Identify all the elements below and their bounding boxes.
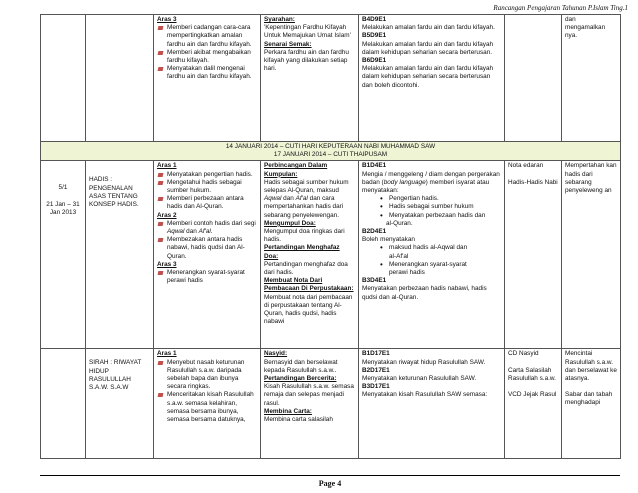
activity-text: Pertandingan menghafaz doa dari hadis. [264, 260, 348, 277]
evidence-code: B3D17E1 [362, 383, 390, 391]
value-text: Sabar dan tabah menghadapi [565, 391, 613, 407]
holiday-text: 17 JANUARI 2014 – CUTI THAIPUSAM [273, 151, 388, 159]
list-item: • Menyatakan perbezaan hadis dan [380, 212, 501, 220]
activity-heading: Perbincangan Dalam Kumpulan: [264, 162, 328, 178]
activity-text-part: Af'al [295, 195, 308, 203]
evidence-text: Menyatakan keturunan Rasulullah SAW. [362, 375, 477, 383]
activity-heading: Pertandingan Menghafaz Doa: [264, 244, 340, 260]
evidence-cell [359, 349, 505, 459]
activity-cell [261, 161, 359, 349]
activity-heading: Syarahan: [264, 16, 295, 23]
level-heading: Aras 1 [157, 162, 177, 170]
evidence-text: Menyatakan perbezaan hadis nabawi, hadis qudsi dan al-Quran. [362, 285, 487, 301]
activity-heading: Membuat Nota Dari Pembacaan Di Perpustakaan: [264, 277, 354, 293]
evidence-code: B3D4E1 [362, 277, 387, 285]
activity-text: Bernasyid dan berselawat kepada Rasulullah s.a.w.. [264, 358, 338, 374]
resource-text: CD Nasyid [508, 350, 539, 358]
evidence-code: B2D4E1 [362, 228, 387, 236]
resource-text: Hadis-Hadis Nabi [508, 178, 558, 186]
evidence-text: perawi hadis [389, 269, 425, 277]
evidence-text-part: body language [383, 178, 426, 186]
list-item: Menyebut nasab keturunan Rasulullah s.a.w. daripada sebelah bapa dan ibunya secara ringkas. [157, 359, 257, 392]
activity-heading: Pertandingan Bercerita: [264, 375, 337, 383]
table-row [41, 15, 621, 142]
table-row [41, 161, 621, 349]
resource-text: VCD Jejak Rasul [508, 391, 557, 399]
evidence-code: B6D9E1 [362, 57, 387, 65]
evidence-code: B1D4E1 [362, 162, 387, 170]
value-text: dan mengamalkan nya. [565, 16, 606, 40]
learning-outcome-cell [154, 349, 261, 459]
table-row [41, 349, 621, 459]
resource-text: Carta Salasilah Rasulullah s.a.w. [508, 366, 556, 382]
evidence-text-part: ) memberi isyarat atau menyatakan: [362, 178, 490, 195]
activity-text: Kisah Rasulullah s.a.w. semasa remaja dan selepas menjadi rasul. [264, 383, 354, 407]
evidence-text: al-Quran. [386, 219, 413, 227]
activity-text: Membuat nota dari pembacaan di perpustakaan tentang Al-Quran, hadis qudsi, hadis nabawi [264, 293, 353, 326]
evidence-text-part: Mengia / menggeleng / diam dengan pergerakan badan ( [362, 170, 500, 186]
level-heading: Aras 3 [157, 260, 177, 268]
activity-text [264, 179, 355, 220]
value-text: Mempertahan kan hadis dari sebarang penyeleweng an [565, 162, 617, 195]
evidence-list [362, 261, 501, 269]
activity-text-part: dan [281, 195, 296, 203]
activity-heading: Senarai Semak: [264, 40, 312, 48]
level-heading: Aras 1 [157, 350, 177, 358]
list-item: Menyatakan dalil mengenai fardhu ain dan fardhu kifayah. [157, 65, 257, 81]
evidence-code: B4D9E1 [362, 16, 387, 23]
holiday-cell [41, 142, 621, 161]
list-item: Menerangkan syarat-syarat perawi hadis [157, 269, 257, 285]
evidence-text: al-Af'al [389, 252, 409, 260]
list-item-text: Memberi contoh hadis dari segi [167, 219, 256, 227]
topic-cell [86, 161, 154, 349]
list-item: Memberi cadangan cara-cara mempertingkatkan amalan fardhu ain dan fardhu kifayah. [157, 24, 257, 49]
topic-cell [86, 15, 154, 142]
activity-text: Mengumpul doa ringkas dari hadis. [264, 228, 345, 244]
list-item-text: Aqwal [167, 228, 185, 236]
week-cell [41, 161, 86, 349]
level-list [157, 359, 257, 425]
page-footer: Page 4 [40, 475, 620, 488]
activity-text-part: dan cara mempertahankan hadis dari sebarang penyelewengan. [264, 195, 344, 219]
evidence-text: Melakukan amalan fardu ain dan fardu kifayah. [362, 24, 495, 32]
resource-cell [505, 161, 562, 349]
activity-heading: Membina Carta: [264, 407, 312, 415]
activity-cell [261, 15, 359, 142]
activity-text-part: Hadis sebagai sumber hukum selepas Al-Quran, maksud [264, 178, 349, 195]
resource-cell [505, 349, 562, 459]
topic-cell [86, 349, 154, 459]
holiday-text: 14 JANUARI 2014 – CUTI HARI KEPUTERAAN NABI MUHAMMAD SAW [225, 143, 436, 150]
list-item-text: dan [184, 228, 199, 236]
level-heading: Aras 2 [157, 211, 177, 219]
value-cell [562, 161, 621, 349]
list-item: • maksud hadis al-Aqwal dan [380, 244, 501, 252]
list-item: Memberi akibat mengabaikan fardhu kifayah. [157, 49, 257, 65]
resource-text: Nota edaran [508, 162, 544, 170]
list-item: • Hadis sebagai sumber hukum [380, 203, 501, 211]
activity-cell [261, 349, 359, 459]
level-list [157, 24, 257, 81]
learning-outcome-cell [154, 161, 261, 349]
evidence-code: B2D17E1 [362, 366, 390, 374]
activity-heading: Mengumpul Doa: [264, 219, 316, 227]
holiday-row [41, 142, 621, 161]
resource-cell [505, 15, 562, 142]
value-text: Mencintai Rasulullah s.a.w. dan berselawat ke atasnya. [565, 350, 617, 383]
activity-text: Membina carta salasilah [264, 416, 333, 424]
level-list [157, 269, 257, 285]
level-list [157, 171, 257, 212]
list-item: Mengetahui hadis sebagai sumber hukum. [157, 179, 257, 195]
level-heading: Aras 3 [157, 16, 177, 23]
evidence-text: Melakukan amalan fardu ain dan fardu kifayah dalam kehidupan seharian secara berterusan dan boleh dicontohi. [362, 65, 494, 89]
evidence-cell [359, 15, 505, 142]
value-cell [562, 349, 621, 459]
week-cell [41, 15, 86, 142]
evidence-cell [359, 161, 505, 349]
activity-heading: Nasyid: [264, 350, 288, 358]
activity-text-part: Aqwal [264, 195, 282, 203]
list-item: Memberi perbezaan antara hadis dan Al-Quran. [157, 195, 257, 211]
activity-text: 'Kepentingan Fardhu Kifayah Untuk Memajukan Umat Islam' [264, 24, 351, 40]
topic-text: HADIS : PENGENALAN ASAS TENTANG KONSEP HADIS. [89, 176, 139, 209]
evidence-list [362, 195, 501, 220]
list-item-text: Af'al. [198, 228, 213, 236]
level-list [157, 220, 257, 261]
week-dates: 21 Jan – 31 Jan 2013 [46, 200, 80, 216]
week-number: 5/1 [58, 184, 68, 192]
evidence-list [362, 244, 501, 252]
list-item: Membezakan antara hadis nabawi, hadis qudsi dan Al-Quran. [157, 236, 257, 261]
list-item: • Menerangkan syarat-syarat [380, 261, 501, 269]
evidence-text: Menyatakan riwayat hidup Rasulullah SAW. [362, 358, 486, 366]
list-item: • Pengertian hadis. [380, 195, 501, 203]
week-cell [41, 349, 86, 459]
value-cell [562, 15, 621, 142]
list-item: Menyatakan pengertian hadis. [157, 171, 257, 179]
lesson-plan-table [40, 14, 621, 459]
evidence-code: B5D9E1 [362, 32, 387, 40]
topic-text: SIRAH : RIWAYAT HIDUP RASULULLAH S.A.W. S.A.W [89, 359, 142, 392]
list-item [157, 220, 257, 236]
evidence-text [362, 171, 501, 196]
evidence-text: Boleh menyatakan [362, 236, 415, 244]
activity-text: Perkara fardhu ain dan fardhu kifayah yang dilakukan setiap hari. [264, 48, 349, 73]
evidence-text: Melakukan amalan fardu ain dan fardu kifayah dalam kehidupan seharian secara berterusan. [362, 40, 494, 56]
list-item: Menceritakan kisah Rasulullah s.a.w. semasa kelahiran, semasa bersama ibunya, semasa bersama datuknya, [157, 391, 257, 424]
page-header: Rancangan Pengajaran Tahunan P.Islam Ting.1 [493, 4, 628, 12]
evidence-code: B1D17E1 [362, 350, 390, 358]
learning-outcome-cell [154, 15, 261, 142]
evidence-text: Menyatakan kisah Rasulullah SAW semasa: [362, 391, 488, 399]
